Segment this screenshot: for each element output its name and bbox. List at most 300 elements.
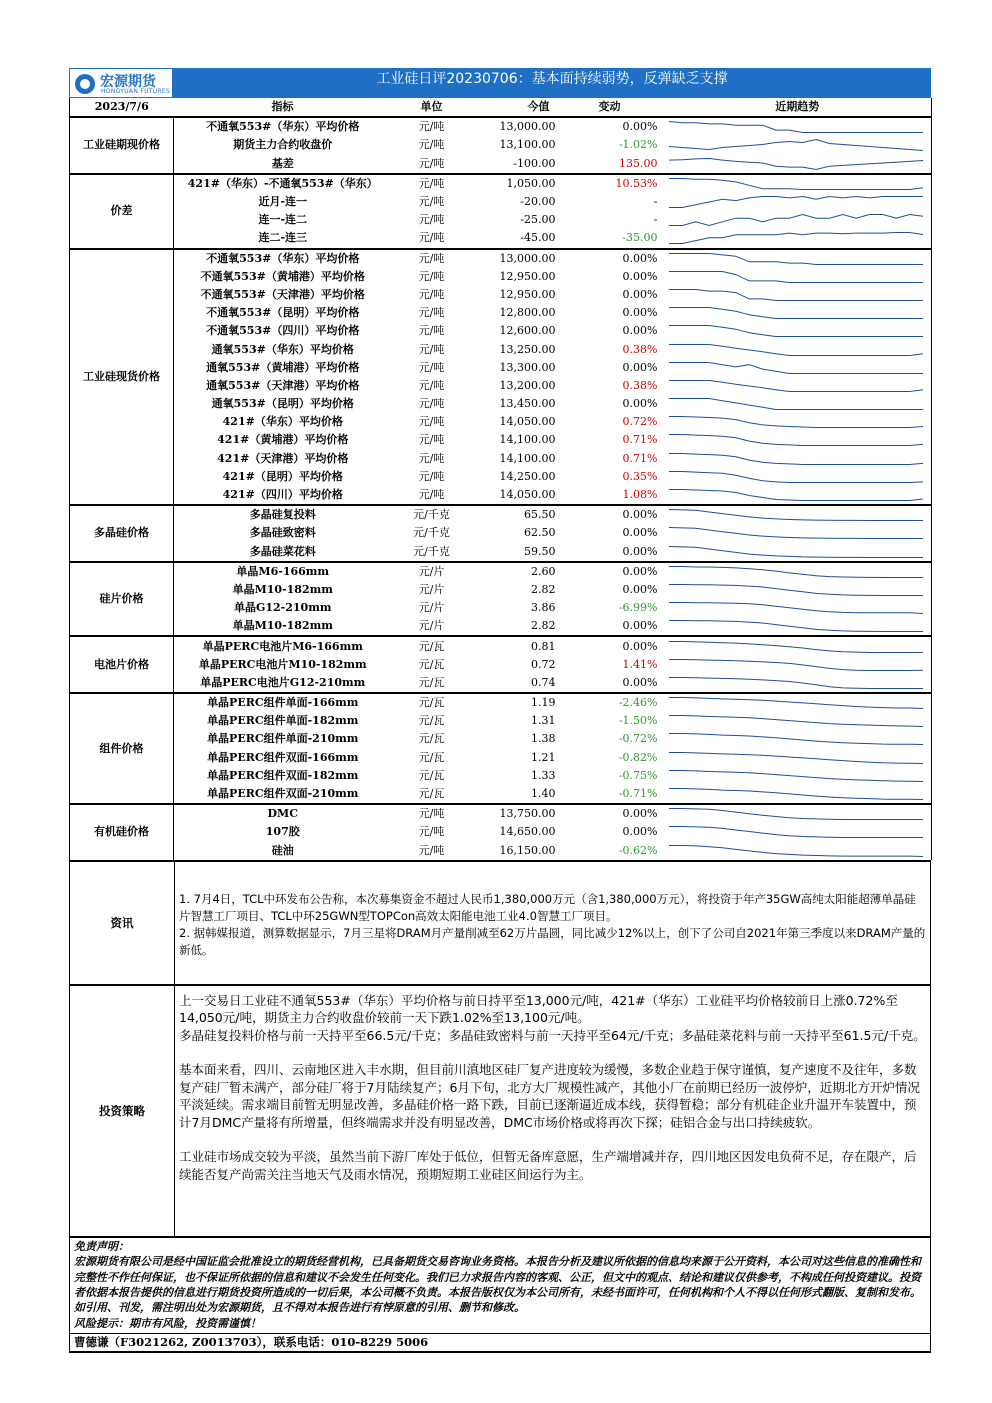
trend-cell bbox=[664, 395, 932, 413]
indicator-name: 连二-连三 bbox=[258, 231, 308, 245]
indicator-name: 421#（华东）平均价格 bbox=[222, 415, 343, 429]
trend-sparkline bbox=[668, 120, 924, 134]
unit-cell: 元/瓦 bbox=[392, 693, 472, 712]
trend-line bbox=[669, 344, 923, 355]
table-row bbox=[70, 117, 932, 136]
trend-line bbox=[669, 621, 923, 632]
table-row bbox=[70, 505, 932, 524]
change-cell: 0.00% bbox=[622, 397, 658, 411]
trend-sparkline bbox=[668, 640, 924, 654]
trend-sparkline bbox=[668, 213, 924, 227]
unit-cell: 元/片 bbox=[392, 562, 472, 581]
trend-cell bbox=[664, 377, 932, 395]
trend-sparkline bbox=[668, 844, 924, 858]
table-row bbox=[70, 211, 932, 229]
trend-cell bbox=[664, 286, 932, 304]
trend-cell bbox=[664, 468, 932, 486]
trend-cell bbox=[664, 730, 932, 748]
unit-cell: 元/吨 bbox=[418, 488, 445, 502]
table-row bbox=[70, 155, 932, 174]
indicator-name: 多晶硅致密料 bbox=[249, 526, 316, 540]
value-cell: 1,050.00 bbox=[472, 174, 556, 193]
value-cell: -45.00 bbox=[520, 231, 556, 245]
unit-cell: 元/吨 bbox=[392, 249, 472, 268]
trend-cell bbox=[664, 524, 932, 542]
strategy-paragraph: 上一交易日工业硅不通氧553#（华东）平均价格与前日持平至13,000元/吨，421#（华东）工业硅平均价格较前日上涨0.72%至14,050元/吨，期货主力合约收盘价较前一天下跌1.02%至13,100元/吨。 bbox=[179, 992, 898, 1026]
value-cell: 12,950.00 bbox=[499, 287, 556, 301]
table-row bbox=[70, 136, 932, 154]
value-cell: 1.31 bbox=[531, 714, 556, 728]
trend-cell bbox=[664, 562, 932, 581]
value-cell: 62.50 bbox=[524, 526, 556, 540]
value-cell: 2.82 bbox=[531, 582, 556, 596]
unit-cell: 元/瓦 bbox=[418, 657, 445, 671]
change-cell: 0.71% bbox=[622, 451, 658, 465]
change-cell: -6.99% bbox=[618, 601, 658, 615]
strategy-paragraph: 工业硅市场成交较为平淡，虽然当前下游厂库处于低位，但暂无备库意愿，生产端增减并存，四川地区因发电负荷不足，存在限产，后续能否复产尚需关注当地天气及雨水情况，预期短期工业硅区间运行为主。 bbox=[179, 1149, 917, 1182]
table-row bbox=[70, 656, 932, 674]
trend-sparkline bbox=[668, 787, 924, 801]
unit-cell: 元/瓦 bbox=[418, 787, 445, 801]
trend-sparkline bbox=[668, 807, 924, 821]
indicator-name: 单晶PERC组件单面-182mm bbox=[207, 714, 359, 728]
trend-sparkline bbox=[668, 231, 924, 245]
value-cell: 14,250.00 bbox=[499, 469, 556, 483]
change-cell: 0.00% bbox=[622, 526, 658, 540]
change-cell: -1.02% bbox=[618, 138, 658, 152]
trend-line bbox=[669, 566, 923, 577]
trend-line bbox=[669, 435, 923, 446]
value-cell: 16,150.00 bbox=[499, 843, 556, 857]
trend-line bbox=[669, 399, 923, 410]
table-row bbox=[70, 562, 932, 581]
trend-line bbox=[669, 417, 923, 428]
trend-cell bbox=[664, 581, 932, 599]
change-cell: 0.00% bbox=[622, 582, 658, 596]
value-cell: 13,000.00 bbox=[472, 117, 556, 136]
trend-sparkline bbox=[668, 177, 924, 191]
trend-sparkline bbox=[668, 601, 924, 615]
unit-cell: 元/吨 bbox=[418, 195, 445, 209]
unit-cell: 元/吨 bbox=[418, 433, 445, 447]
unit-cell: 元/吨 bbox=[418, 138, 445, 152]
value-cell: 13,200.00 bbox=[499, 378, 556, 392]
trend-line bbox=[669, 789, 923, 800]
table-row bbox=[70, 599, 932, 617]
trend-sparkline bbox=[668, 676, 924, 690]
change-cell: 0.72% bbox=[622, 415, 658, 429]
indicator-name: 单晶M10-182mm bbox=[232, 582, 333, 596]
disclaimer-body: 宏源期货有限公司是经中国证监会批准设立的期货经营机构，已具备期货交易咨询业务资格。本报告分析及建议所依据的信息均来源于公开资料，本公司对这些信息的准确性和完整性不作任何保证，也不保证所依据的信息和建议不会发生任何变化。我们已力求报告内容的客观、公正，但文中的观点、结论和建议仅供参考，不构成任何投资建议。投资者依据本报告提供的信息进行期货投资所造成的一切后果，本公司概不负责。本报告版权仅为本公司所有，未经书面许可，任何机构和个人不得以任何形式翻版、复制和发布。如引用、刊发，需注明出处为宏源期货，且不得对本报告进行有悖原意的引用、删节和修改。 bbox=[74, 1255, 921, 1315]
trend-cell bbox=[664, 136, 932, 154]
trend-cell bbox=[664, 413, 932, 431]
unit-cell: 元/千克 bbox=[413, 544, 450, 558]
value-cell: 1.19 bbox=[472, 693, 556, 712]
unit-cell: 元/吨 bbox=[392, 174, 472, 193]
indicator-name: 421#（昆明）平均价格 bbox=[222, 469, 343, 483]
trend-cell bbox=[664, 450, 932, 468]
value-cell: 1.21 bbox=[531, 750, 556, 764]
trend-line bbox=[669, 453, 923, 464]
trend-line bbox=[669, 827, 923, 838]
unit-cell: 元/吨 bbox=[418, 825, 445, 839]
indicator-name: 期货主力合约收盘价 bbox=[233, 138, 333, 152]
indicator-name: 421#（华东）-不通氧553#（华东） bbox=[174, 174, 392, 193]
change-cell: 0.35% bbox=[622, 469, 658, 483]
change-cell: 0.38% bbox=[622, 342, 658, 356]
unit-cell: 元/片 bbox=[418, 619, 445, 633]
disclaimer bbox=[69, 1236, 931, 1333]
trend-line bbox=[669, 677, 923, 688]
trend-cell bbox=[664, 229, 932, 248]
trend-line bbox=[669, 603, 923, 614]
trend-sparkline bbox=[668, 252, 924, 266]
trend-cell bbox=[664, 304, 932, 322]
table-row bbox=[70, 268, 932, 286]
analyst-contact: 曹德谦（F3021262, Z0013703），联系电话：010-8229 5006 bbox=[69, 1333, 931, 1353]
value-cell: 14,050.00 bbox=[499, 488, 556, 502]
unit-cell: 元/吨 bbox=[418, 269, 445, 283]
trend-cell bbox=[664, 656, 932, 674]
trend-sparkline bbox=[668, 288, 924, 302]
trend-sparkline bbox=[668, 714, 924, 728]
table-row bbox=[70, 395, 932, 413]
trend-sparkline bbox=[668, 138, 924, 152]
trend-cell bbox=[664, 842, 932, 860]
unit-cell: 元/吨 bbox=[418, 843, 445, 857]
trend-sparkline bbox=[668, 415, 924, 429]
unit-cell: 元/瓦 bbox=[418, 714, 445, 728]
table-row bbox=[70, 823, 932, 841]
table-row bbox=[70, 359, 932, 377]
value-cell: 0.81 bbox=[472, 636, 556, 655]
value-cell: 13,100.00 bbox=[499, 138, 556, 152]
col-indicator: 指标 bbox=[174, 98, 392, 117]
change-cell: -0.62% bbox=[618, 843, 658, 857]
trend-cell bbox=[664, 543, 932, 562]
news-section bbox=[69, 860, 931, 984]
trend-line bbox=[669, 698, 923, 709]
news-label: 资讯 bbox=[70, 862, 175, 984]
trend-sparkline bbox=[668, 306, 924, 320]
report-sheet bbox=[69, 68, 931, 1353]
change-cell: 0.00% bbox=[622, 619, 658, 633]
trend-cell bbox=[664, 193, 932, 211]
trend-line bbox=[669, 362, 923, 373]
table-row bbox=[70, 524, 932, 542]
value-cell: 3.86 bbox=[531, 601, 556, 615]
table-row bbox=[70, 543, 932, 562]
table-row bbox=[70, 785, 932, 804]
trend-cell bbox=[664, 693, 932, 712]
change-cell: 0.00% bbox=[556, 249, 664, 268]
change-cell: 1.41% bbox=[622, 657, 658, 671]
category-label: 价差 bbox=[70, 174, 174, 249]
indicator-name: 通氧553#（华东）平均价格 bbox=[211, 342, 354, 356]
indicator-name: 通氧553#（黄埔港）平均价格 bbox=[206, 360, 360, 374]
change-cell: 0.00% bbox=[622, 825, 658, 839]
trend-sparkline bbox=[668, 769, 924, 783]
trend-cell bbox=[664, 505, 932, 524]
indicator-name: 421#（黄埔港）平均价格 bbox=[217, 433, 349, 447]
strategy-section bbox=[69, 984, 931, 1236]
value-cell: 0.74 bbox=[531, 675, 556, 689]
value-cell: 12,950.00 bbox=[499, 269, 556, 283]
value-cell: 1.40 bbox=[531, 787, 556, 801]
trend-line bbox=[669, 641, 923, 652]
value-cell: 1.38 bbox=[531, 732, 556, 746]
unit-cell: 元/吨 bbox=[392, 117, 472, 136]
table-row bbox=[70, 377, 932, 395]
unit-cell: 元/吨 bbox=[418, 231, 445, 245]
trend-cell bbox=[664, 431, 932, 449]
trend-sparkline bbox=[668, 361, 924, 375]
indicator-name: 不通氧553#（华东）平均价格 bbox=[174, 249, 392, 268]
trend-cell bbox=[664, 249, 932, 268]
trend-line bbox=[669, 197, 923, 208]
change-cell: 10.53% bbox=[556, 174, 664, 193]
value-cell: 59.50 bbox=[524, 544, 556, 558]
change-cell: 0.00% bbox=[556, 117, 664, 136]
logo-cn-text: 宏源期货 bbox=[100, 74, 156, 90]
company-logo bbox=[69, 68, 173, 98]
unit-cell: 元/吨 bbox=[392, 804, 472, 823]
indicator-name: 多晶硅复投料 bbox=[174, 505, 392, 524]
indicator-name: 单晶PERC组件双面-210mm bbox=[207, 787, 359, 801]
unit-cell: 元/吨 bbox=[418, 469, 445, 483]
indicator-name: 不通氧553#（华东）平均价格 bbox=[174, 117, 392, 136]
strategy-label: 投资策略 bbox=[70, 986, 175, 1236]
indicator-name: 连一-连二 bbox=[258, 213, 308, 227]
strategy-body bbox=[175, 986, 930, 1236]
indicator-name: 107胶 bbox=[265, 825, 300, 839]
indicator-name: 通氧553#（昆明）平均价格 bbox=[211, 397, 354, 411]
table-row bbox=[70, 730, 932, 748]
value-cell: -20.00 bbox=[520, 195, 556, 209]
trend-line bbox=[669, 510, 923, 521]
trend-sparkline bbox=[668, 379, 924, 393]
indicator-name: 单晶PERC电池片M10-182mm bbox=[198, 657, 367, 671]
trend-sparkline bbox=[668, 732, 924, 746]
table-header-row bbox=[70, 98, 932, 117]
unit-cell: 元/片 bbox=[418, 582, 445, 596]
unit-cell: 元/吨 bbox=[418, 156, 445, 170]
trend-sparkline bbox=[668, 565, 924, 579]
table-row bbox=[70, 229, 932, 248]
unit-cell: 元/吨 bbox=[418, 415, 445, 429]
value-cell: 13,000.00 bbox=[472, 249, 556, 268]
trend-sparkline bbox=[668, 825, 924, 839]
change-cell: 0.00% bbox=[556, 505, 664, 524]
news-body bbox=[175, 862, 930, 984]
trend-cell bbox=[664, 117, 932, 136]
trend-cell bbox=[664, 322, 932, 340]
table-row bbox=[70, 431, 932, 449]
indicator-name: 单晶PERC电池片M6-166mm bbox=[174, 636, 392, 655]
trend-sparkline bbox=[668, 583, 924, 597]
unit-cell: 元/瓦 bbox=[418, 732, 445, 746]
category-label: 硅片价格 bbox=[70, 562, 174, 637]
trend-cell bbox=[664, 340, 932, 358]
unit-cell: 元/千克 bbox=[392, 505, 472, 524]
trend-sparkline bbox=[668, 658, 924, 672]
trend-line bbox=[669, 770, 923, 781]
table-row bbox=[70, 712, 932, 730]
trend-line bbox=[669, 308, 923, 319]
table-row bbox=[70, 581, 932, 599]
trend-cell bbox=[664, 636, 932, 655]
news-item: 1. 7月4日，TCL中环发布公告称，本次募集资金不超过人民币1,380,000万元（含1,380,000万元），将投资于年产35GW高纯太阳能超薄单晶硅片智慧工厂项目、TCL中环25GWN型TOPCon高效太阳能电池工业4.0智慧工厂项目。 bbox=[179, 891, 916, 923]
trend-cell bbox=[664, 174, 932, 193]
logo-en-text: HONGYUAN FUTURES bbox=[101, 88, 171, 95]
change-cell: 0.00% bbox=[556, 562, 664, 581]
trend-cell bbox=[664, 486, 932, 505]
col-change: 变动 bbox=[556, 98, 664, 117]
strategy-paragraph: 多晶硅复投料价格与前一天持平至66.5元/千克；多晶硅致密料与前一天持平至64元/千克；多晶硅菜花料与前一天持平至61.5元/千克。 bbox=[179, 1027, 926, 1043]
table-row bbox=[70, 450, 932, 468]
value-cell: 65.50 bbox=[472, 505, 556, 524]
indicator-name: 多晶硅菜花料 bbox=[249, 544, 316, 558]
trend-cell bbox=[664, 804, 932, 823]
trend-line bbox=[669, 528, 923, 539]
change-cell: - bbox=[653, 195, 658, 209]
indicator-name: 单晶PERC组件单面-210mm bbox=[207, 732, 359, 746]
trend-sparkline bbox=[668, 397, 924, 411]
disclaimer-title: 免责声明： bbox=[74, 1239, 129, 1253]
unit-cell: 元/片 bbox=[418, 601, 445, 615]
indicator-name: 421#（四川）平均价格 bbox=[222, 488, 343, 502]
value-cell: 2.82 bbox=[531, 619, 556, 633]
change-cell: -1.50% bbox=[618, 714, 658, 728]
logo-icon bbox=[75, 74, 95, 94]
table-row bbox=[70, 674, 932, 693]
change-cell: -2.46% bbox=[556, 693, 664, 712]
table-row bbox=[70, 193, 932, 211]
change-cell: 0.71% bbox=[622, 433, 658, 447]
price-table bbox=[69, 98, 932, 860]
trend-sparkline bbox=[668, 488, 924, 502]
strategy-paragraph: 基本面来看，四川、云南地区进入丰水期，但目前川滇地区硅厂复产进度较为缓慢，多数企业趋于保守谨慎，复产速度不及往年，多数复产硅厂暂未满产，部分硅厂将于7月陆续复产；6月下旬，北方大厂规模性减产，其他小厂在前期已经历一波停炉，近期北方开炉情况平淡延续。需求端目前暂无明显改善，多晶硅价格一路下跌，目前已逐渐逼近成本线，获得暂稳；部分有机硅企业升温开车装置中，预计7月DMC产量将有所增量，但终端需求并没有明显改善，DMC市场价格或将再次下探；硅铝合金与出口持续疲软。 bbox=[179, 1062, 920, 1130]
change-cell: -35.00 bbox=[622, 231, 658, 245]
trend-cell bbox=[664, 155, 932, 174]
value-cell: 14,050.00 bbox=[499, 415, 556, 429]
table-row bbox=[70, 322, 932, 340]
trend-sparkline bbox=[668, 619, 924, 633]
indicator-name: 近月-连一 bbox=[258, 195, 308, 209]
value-cell: 14,100.00 bbox=[499, 433, 556, 447]
trend-cell bbox=[664, 767, 932, 785]
indicator-name: 单晶G12-210mm bbox=[233, 601, 332, 615]
table-row bbox=[70, 304, 932, 322]
trend-line bbox=[669, 271, 923, 282]
indicator-name: 不通氧553#（天津港）平均价格 bbox=[200, 287, 365, 301]
unit-cell: 元/吨 bbox=[418, 342, 445, 356]
change-cell: 0.00% bbox=[622, 269, 658, 283]
trend-line bbox=[669, 471, 923, 482]
category-label: 电池片价格 bbox=[70, 636, 174, 693]
trend-sparkline bbox=[668, 433, 924, 447]
trend-line bbox=[669, 122, 923, 133]
trend-line bbox=[669, 845, 923, 856]
report-title: 工业硅日评20230706：基本面持续弱势，反弹缺乏支撑 bbox=[376, 71, 728, 87]
unit-cell: 元/吨 bbox=[418, 378, 445, 392]
unit-cell: 元/吨 bbox=[418, 213, 445, 227]
table-row bbox=[70, 804, 932, 823]
trend-line bbox=[669, 140, 923, 151]
trend-line bbox=[669, 178, 923, 189]
change-cell: 0.00% bbox=[622, 360, 658, 374]
trend-line bbox=[669, 752, 923, 763]
trend-cell bbox=[664, 617, 932, 636]
change-cell: -0.71% bbox=[618, 787, 658, 801]
trend-sparkline bbox=[668, 545, 924, 559]
unit-cell: 元/瓦 bbox=[418, 768, 445, 782]
trend-cell bbox=[664, 599, 932, 617]
col-unit: 单位 bbox=[392, 98, 472, 117]
indicator-name: 基差 bbox=[271, 156, 294, 170]
trend-sparkline bbox=[668, 324, 924, 338]
change-cell: -0.82% bbox=[618, 750, 658, 764]
value-cell: 2.60 bbox=[472, 562, 556, 581]
table-row bbox=[70, 249, 932, 268]
value-cell: 12,800.00 bbox=[499, 306, 556, 320]
trend-line bbox=[669, 326, 923, 337]
trend-line bbox=[669, 215, 923, 226]
change-cell: 0.00% bbox=[622, 306, 658, 320]
unit-cell: 元/吨 bbox=[418, 287, 445, 301]
trend-sparkline bbox=[668, 157, 924, 171]
news-item: 2. 据韩媒报道，测算数据显示，7月三星将DRAM月产量削减至62万片晶圆，同比减少12%以上，创下了公司自2021年第三季度以来DRAM产量的新低。 bbox=[179, 925, 926, 957]
value-cell: 14,100.00 bbox=[499, 451, 556, 465]
trend-cell bbox=[664, 823, 932, 841]
indicator-name: 单晶M6-166mm bbox=[174, 562, 392, 581]
change-cell: 135.00 bbox=[619, 156, 658, 170]
category-label: 多晶硅价格 bbox=[70, 505, 174, 562]
unit-cell: 元/吨 bbox=[418, 324, 445, 338]
unit-cell: 元/吨 bbox=[418, 306, 445, 320]
indicator-name: 单晶PERC组件单面-166mm bbox=[174, 693, 392, 712]
trend-sparkline bbox=[668, 452, 924, 466]
indicator-name: 不通氧553#（黄埔港）平均价格 bbox=[200, 269, 365, 283]
value-cell: 14,650.00 bbox=[499, 825, 556, 839]
trend-cell bbox=[664, 785, 932, 804]
trend-line bbox=[669, 289, 923, 300]
table-row bbox=[70, 413, 932, 431]
table-row bbox=[70, 842, 932, 860]
unit-cell: 元/千克 bbox=[413, 526, 450, 540]
indicator-name: 通氧553#（天津港）平均价格 bbox=[206, 378, 360, 392]
indicator-name: DMC bbox=[174, 804, 392, 823]
value-cell: 1.33 bbox=[531, 768, 556, 782]
table-row bbox=[70, 340, 932, 358]
trend-line bbox=[669, 734, 923, 745]
trend-line bbox=[669, 380, 923, 391]
category-label: 工业硅现货价格 bbox=[70, 249, 174, 506]
trend-line bbox=[669, 490, 923, 501]
table-row bbox=[70, 486, 932, 505]
trend-line bbox=[669, 253, 923, 264]
change-cell: -0.72% bbox=[618, 732, 658, 746]
change-cell: 1.08% bbox=[622, 488, 658, 502]
trend-cell bbox=[664, 211, 932, 229]
indicator-name: 单晶M10-182mm bbox=[232, 619, 333, 633]
trend-cell bbox=[664, 359, 932, 377]
value-cell: 0.72 bbox=[531, 657, 556, 671]
indicator-name: 硅油 bbox=[271, 843, 294, 857]
trend-sparkline bbox=[668, 696, 924, 710]
table-row bbox=[70, 749, 932, 767]
indicator-name: 单晶PERC组件双面-182mm bbox=[207, 768, 359, 782]
